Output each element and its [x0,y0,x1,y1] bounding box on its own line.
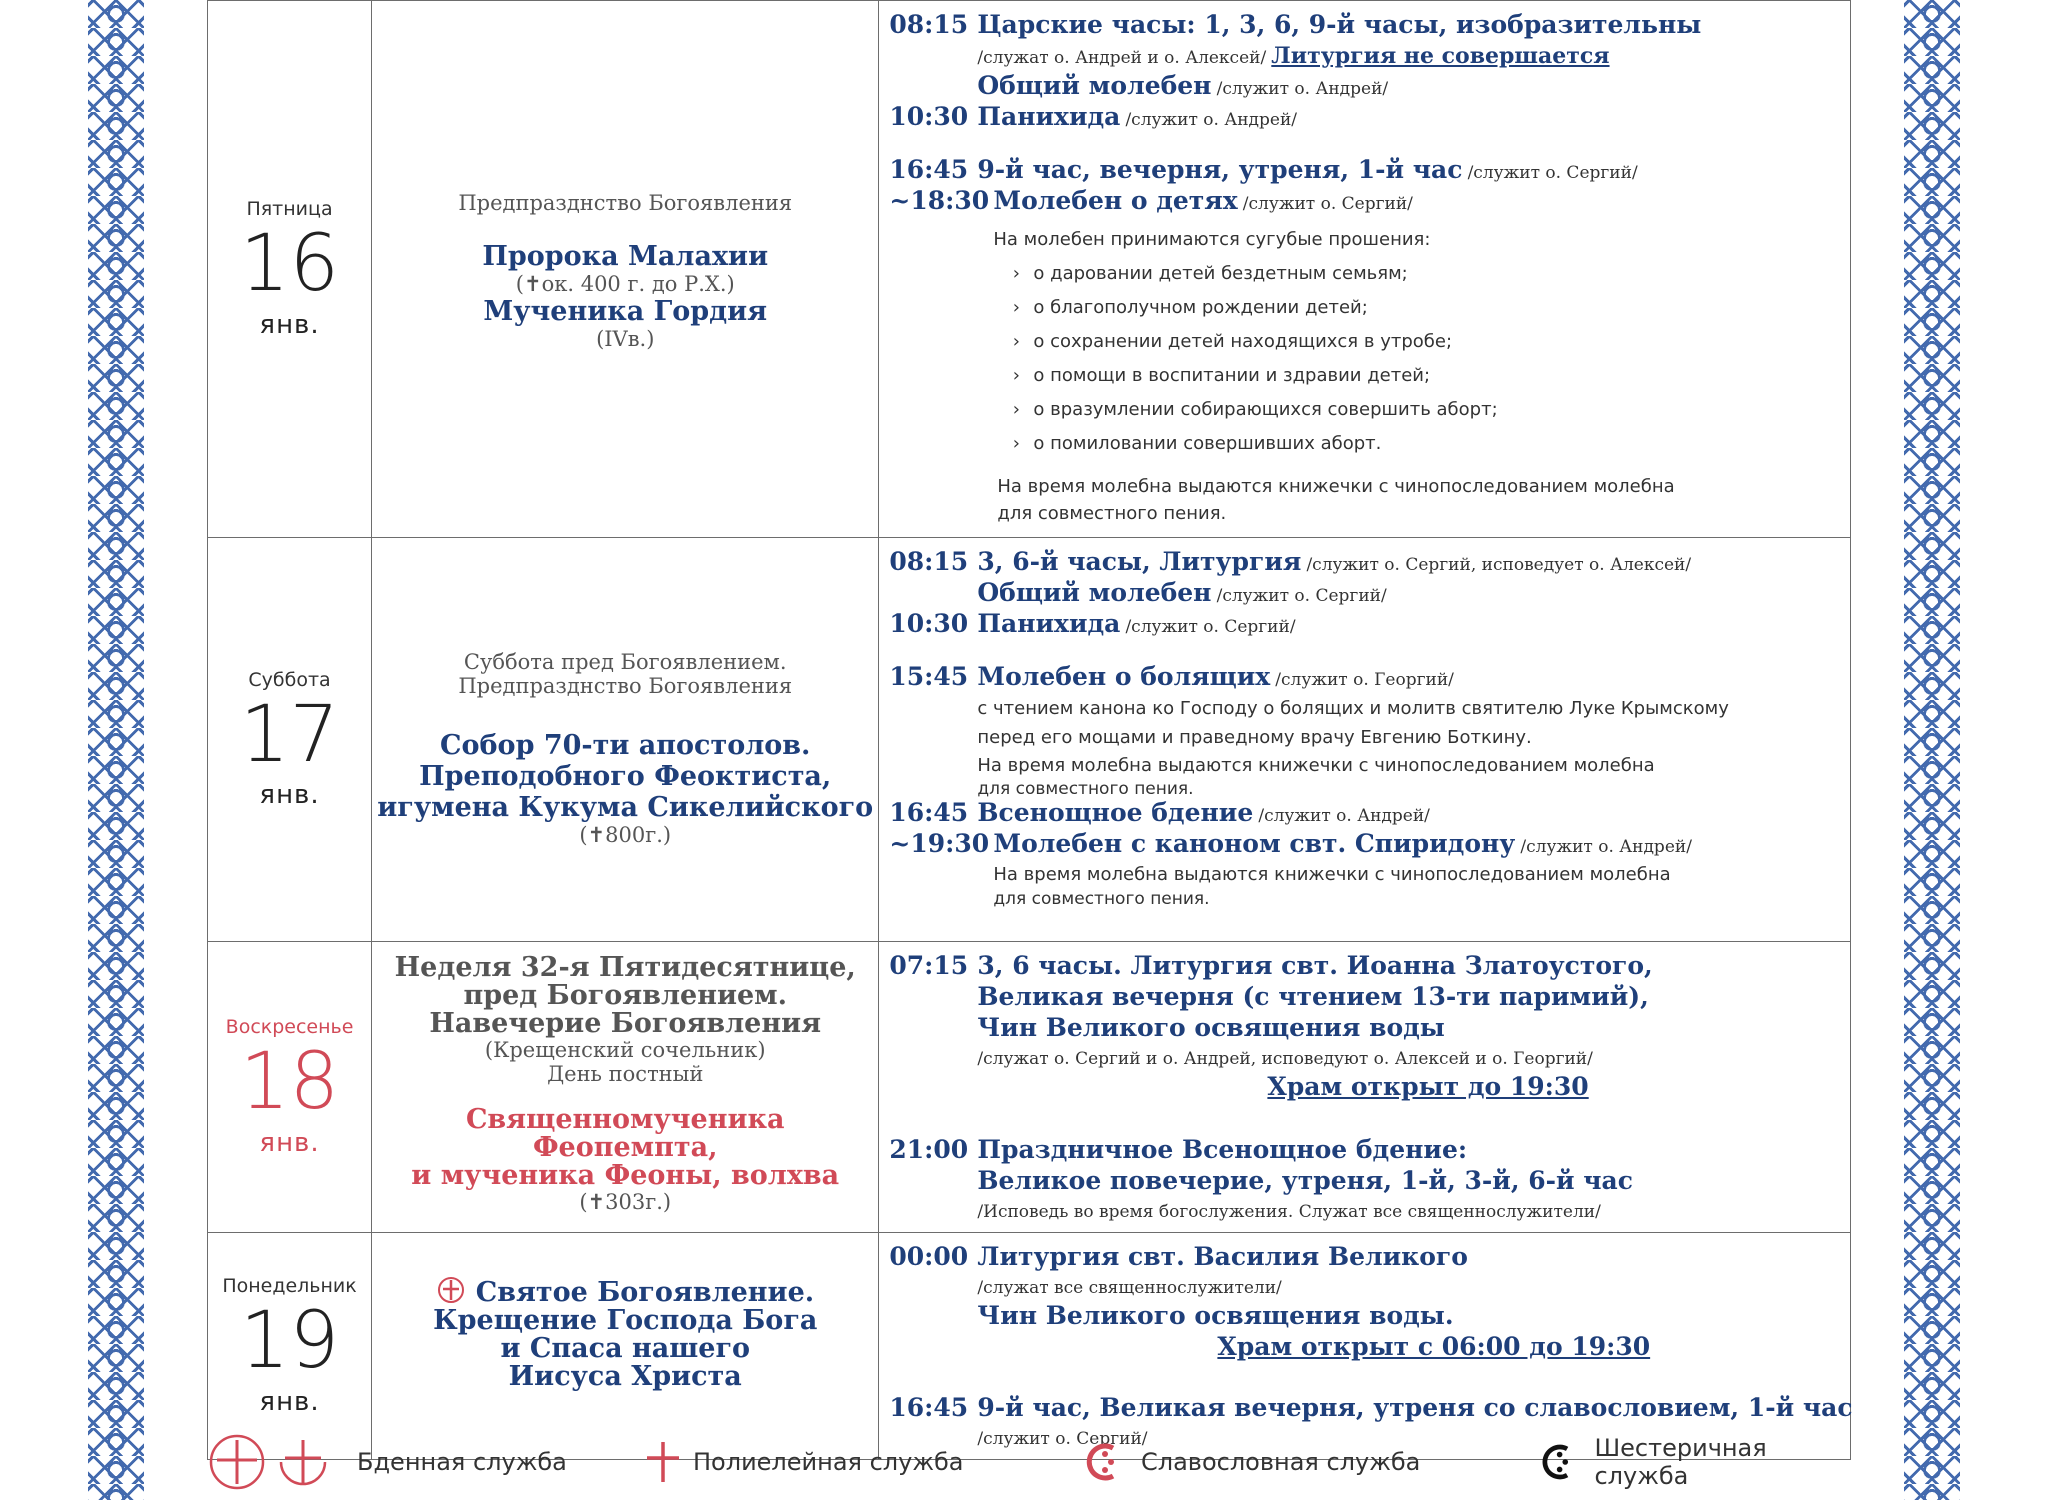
table-row [208,1,1851,538]
service-time: 07:15 [889,951,969,980]
sixfold-icon [1539,1440,1576,1484]
chevron-right-icon: › [1012,399,1020,420]
legend [207,1432,1851,1492]
booklet-note: На время молебна выдаются книжечки с чинопоследованием молебна [993,864,1671,885]
feast-title: Навечерие Богоявления [429,1008,822,1039]
saint-name: и мученика Феоны, волхва [411,1160,840,1191]
services-cell [879,942,1851,1233]
feast-title: Неделя 32-я Пятидесятнице, [394,952,856,983]
service-title: Всенощное бдение [977,798,1254,827]
list-item: › о сохранении детей находящихся в утробе; [999,325,1840,359]
feast-title: Крещение Господа Бога [433,1305,818,1336]
feast-cell [372,1233,879,1460]
liturgy-link[interactable]: Литургия не совершается [1271,43,1610,69]
legend-item-polyeleos [643,1432,963,1492]
service-title: Чин Великого освящения воды [977,1013,1445,1042]
month: янв. [259,1386,320,1417]
chevron-right-icon: › [1012,297,1020,318]
service-title: Молебен с каноном свт. Спиридону [993,829,1516,858]
services-cell [879,1,1851,538]
petitions-list [889,257,1840,461]
weekday: Воскресенье [225,1016,354,1039]
temple-hours-link[interactable]: Храм открыт до 19:30 [1267,1072,1589,1101]
service-title: Молебен о детях [993,186,1238,215]
service-title: 3, 6-й часы, Литургия [977,547,1302,576]
list-item: › о помощи в воспитании и здравии детей; [999,359,1840,393]
clergy-note: /служит о. Сергий/ [1125,617,1296,637]
weekday: Суббота [248,668,331,691]
service-title: Литургия свт. Василия Великого [977,1242,1468,1271]
saint-name: Пророка Малахии [482,241,769,272]
service-time: 16:45 [889,798,969,827]
service-title: Общий молебен [977,578,1212,607]
service-time: 08:15 [889,10,969,39]
feast-cell [372,942,879,1233]
saint-name: Преподобного Феоктиста, [419,761,832,792]
clergy-note: /служат о. Сергий и о. Андрей, исповедуют о. Алексей и о. Георгий/ [977,1049,1593,1069]
feast-title: Суббота пред Богоявлением. [463,650,787,674]
legend-label: Славословная служба [1141,1448,1421,1476]
service-time: 16:45 [889,155,969,184]
clergy-note: /служит о. Андрей/ [1216,79,1389,99]
service-time: ~19:30 [889,829,990,858]
legend-item-sixfold [1539,1432,1851,1492]
day-cell [208,942,372,1233]
weekday: Понедельник [222,1275,357,1298]
clergy-note: /служит о. Сергий/ [1467,163,1638,183]
list-item: › о вразумлении собирающихся совершить аборт; [999,393,1840,427]
legend-item-doxology [1083,1432,1420,1492]
service-time: 16:45 [889,1393,969,1422]
clergy-note: /служит о. Андрей/ [1125,110,1297,130]
saint-note: (✝303г.) [579,1190,672,1214]
ornament-border-left [88,0,144,1500]
feast-cell [372,538,879,942]
service-title: Царские часы: 1, 3, 6, 9-й часы, изобразительны [977,10,1702,39]
saint-name: Священномученика Феопемпта, [465,1104,785,1163]
services-cell [879,1233,1851,1460]
service-title: Великое повечерие, утреня, 1-й, 3-й, 6-й час [977,1166,1633,1195]
service-title: Праздничное Всенощное бдение: [977,1135,1468,1164]
day-number: 17 [239,689,340,780]
saint-name: Собор 70-ти апостолов. [440,730,811,761]
table-row [208,1233,1851,1460]
service-time: 15:45 [889,662,969,691]
month: янв. [259,1127,320,1158]
chevron-right-icon: › [1012,331,1020,352]
service-time: 10:30 [889,609,969,638]
ornament-border-right [1904,0,1960,1500]
doxology-icon [1083,1440,1123,1484]
vigil-circle-cross-icon [207,1434,267,1490]
vigil-cross-icon [436,1275,466,1305]
service-title: Общий молебен [977,71,1212,100]
saint-name: игумена Кукума Сикелийского [377,792,874,823]
list-item: › о благополучном рождении детей; [999,291,1840,325]
petitions-intro: На молебен принимаются сугубые прошения: [993,229,1431,250]
feast-note: (Крещенский сочельник) [484,1038,766,1062]
clergy-note: /служит о. Сергий/ [1242,194,1413,214]
service-title: Молебен о болящих [977,662,1271,691]
saint-name: Мученика Гордия [483,296,768,327]
day-number: 16 [239,219,340,310]
feast-cell [372,1,879,538]
saint-note: (IVв.) [596,327,655,351]
clergy-note: /служит о. Андрей/ [1520,837,1692,857]
temple-hours-link[interactable]: Храм открыт с 06:00 до 19:30 [1217,1332,1651,1361]
service-title: 9-й час, Великая вечерня, утреня со славословием, 1-й час [977,1393,1853,1422]
booklet-note: для совместного пения. [977,779,1194,799]
feast-title: пред Богоявлением. [463,980,788,1011]
legend-label: Полиелейная служба [693,1448,964,1476]
table-row [208,942,1851,1233]
feast-title: Предпразднство Богоявления [458,191,793,215]
clergy-note: /служит о. Сергий/ [977,1429,1148,1449]
feast-title: Иисуса Христа [508,1361,742,1392]
weekday: Пятница [246,198,333,221]
chevron-right-icon: › [1012,365,1020,386]
service-time: 08:15 [889,547,969,576]
table-row [208,538,1851,942]
clergy-note: /служат о. Андрей и о. Алексей/ [977,48,1267,68]
services-cell [879,538,1851,942]
service-title: 9-й час, вечерня, утреня, 1-й час [977,155,1463,184]
clergy-note: /служит о. Сергий, исповедует о. Алексей/ [1306,555,1692,575]
service-title: Великая вечерня (с чтением 13-ти паримий), [977,982,1649,1011]
polyeleos-cross-icon [643,1440,683,1484]
day-cell [208,1233,372,1460]
chevron-right-icon: › [1012,433,1020,454]
legend-item-vigil [207,1432,567,1492]
service-time: 10:30 [889,102,969,131]
day-number: 19 [239,1296,340,1387]
list-item: › о помиловании совершивших аборт. [999,427,1840,461]
clergy-note: /служит о. Андрей/ [1258,806,1430,826]
saint-note: (✝800г.) [579,823,672,847]
feast-title: Предпразднство Богоявления [458,674,793,698]
clergy-note: /Исповедь во время богослужения. Служат все священнослужители/ [977,1202,1601,1222]
day-cell [208,538,372,942]
clergy-note: /служит о. Георгий/ [1275,670,1454,690]
month: янв. [259,780,320,811]
list-item: › о даровании детей бездетным семьям; [999,257,1840,291]
day-cell [208,1,372,538]
feast-title: и Спаса нашего [500,1333,750,1364]
feast-note: День постный [547,1062,704,1086]
service-time: 21:00 [889,1135,969,1164]
month: янв. [259,309,320,340]
clergy-note: /служит о. Сергий/ [1216,586,1387,606]
booklet-note: для совместного пения. [993,889,1210,909]
service-time: 00:00 [889,1242,969,1271]
service-title: Чин Великого освящения воды. [977,1301,1454,1330]
feast-title: Святое Богоявление. [372,1275,878,1307]
vigil-half-circle-cross-icon [277,1436,329,1488]
schedule-table [207,0,1851,1460]
service-note: с чтением канона ко Господу о болящих и молитв святителю Луке Крымскому [977,698,1729,719]
booklet-note: На время молебна выдаются книжечки с чинопоследованием молебна [997,476,1675,497]
clergy-note: /служат все священнослужители/ [977,1278,1282,1298]
service-title: Панихида [977,609,1121,638]
service-note: перед его мощами и праведному врачу Евгению Боткину. [977,727,1532,748]
service-title: Панихида [977,102,1121,131]
legend-label: Шестеричная служба [1594,1434,1767,1490]
service-title: 3, 6 часы. Литургия свт. Иоанна Златоустого, [977,951,1653,980]
service-time: ~18:30 [889,186,990,215]
chevron-right-icon: › [1012,263,1020,284]
booklet-note: для совместного пения. [997,503,1227,524]
legend-label: Бденная служба [357,1448,567,1476]
day-number: 18 [239,1037,340,1128]
saint-note: (✝ок. 400 г. до Р.Х.) [515,272,735,296]
booklet-note: На время молебна выдаются книжечки с чинопоследованием молебна [977,755,1655,776]
